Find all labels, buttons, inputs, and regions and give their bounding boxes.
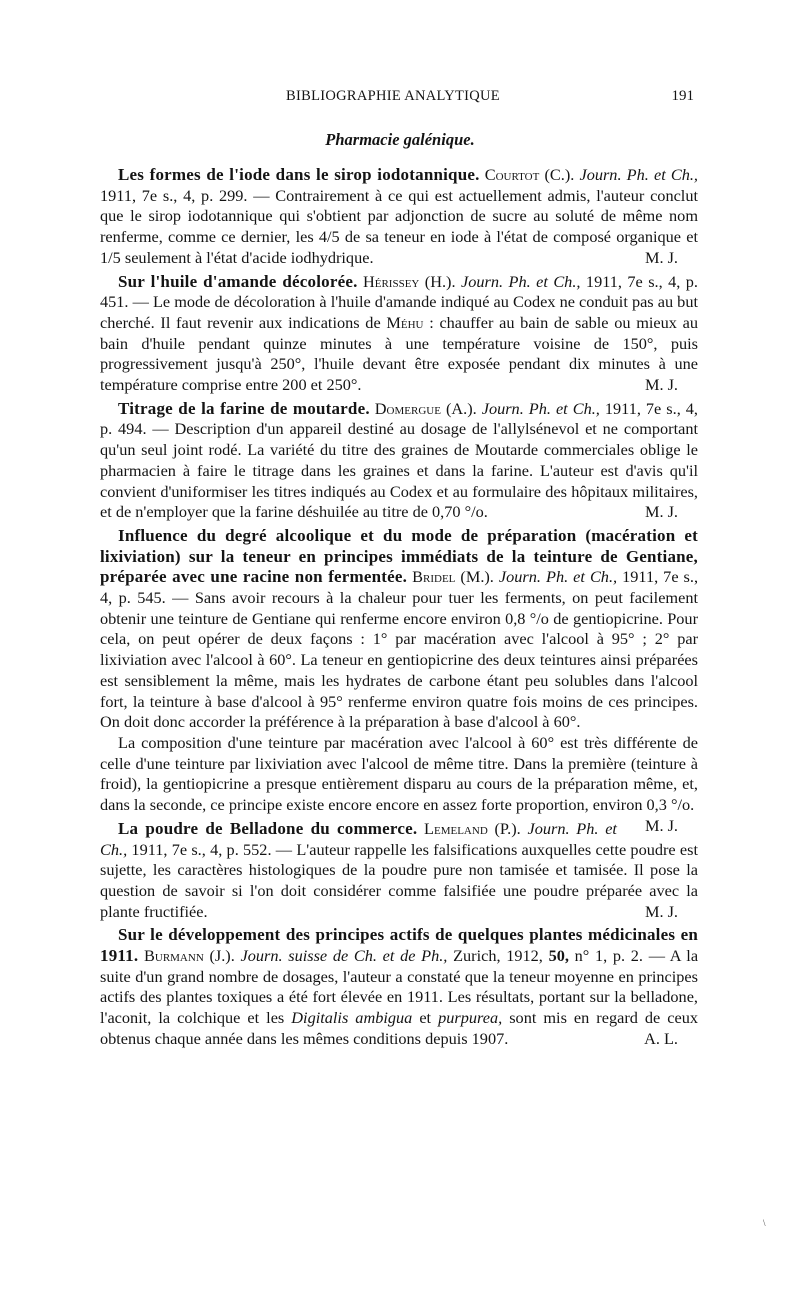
entry-title: Sur l'huile d'amande décolorée.	[118, 271, 358, 291]
entry-body-name: Méhu	[386, 312, 424, 332]
entry-title: Les formes de l'iode dans le sirop iodotannique.	[118, 165, 480, 184]
entry-signature: M. J.	[644, 502, 678, 522]
entry-author: Burmann (J.).	[144, 946, 235, 966]
entry-journal: Journ. Ph. et Ch.,	[498, 567, 618, 587]
entry-title: Titrage de la farine de moutarde.	[118, 398, 370, 418]
entry-paragraph	[100, 819, 698, 923]
entry-journal: Journ. Ph. et Ch.,	[481, 398, 600, 418]
entry-signature: M. J.	[644, 901, 678, 921]
entry-citation: 1911, 7e s., 4, p. 545.	[100, 567, 699, 608]
entry-citation-issue: n° 1, p. 2.	[574, 946, 643, 966]
entry-body: — Le mode de décoloration à l'huile d'amande indiqué au Codex ne conduit pas au but cherché. Il faut revenir aux indications de	[100, 292, 698, 332]
entry-title: La poudre de Belladone du commerce.	[118, 818, 418, 838]
entry-author: Courtot (C.).	[484, 165, 575, 184]
entry-title: Sur le développement des principes actifs de quelques plantes médicinales en 1911.	[100, 925, 698, 966]
entry-signature: M. J.	[644, 815, 678, 835]
entry-journal: Journ. Ph. et Ch.,	[579, 165, 698, 184]
section-title: Pharmacie galénique.	[325, 130, 475, 149]
entry-paragraph	[100, 399, 698, 523]
entry-body-species-2: purpurea,	[438, 1008, 503, 1028]
entry-farine-moutarde	[100, 399, 698, 523]
entry-journal: Journ. suisse de Ch. et de Ph.,	[240, 946, 448, 966]
entry-paragraph	[100, 526, 698, 733]
entry-citation: 1911, 7e s., 4, p. 494.	[100, 398, 698, 439]
entry-huile-amande	[100, 272, 698, 396]
entry-body: — Sans avoir recours à la chaleur pour tuer les ferments, on peut facilement obtenir une teinture de Gentiane qui renferme encore environ 0,8 °/o de gentiopicrine. Pour cela, on peut opérer de deux façons : 1° par macération avec l'alcool à 95° ; 2° par lixiviation avec l'alcool à 60°. La teneur en gentiopicrine des deux teintures ainsi préparées est sensiblement la même, mais les hydrates de carbone étant peu solubles dans l'alcool fort, la teinture à base d'alcool à 95° renferme environ quatre fois moins de ces principes. On doit donc accorder la préférence à la préparation à base d'alcool à 60°.	[100, 588, 698, 732]
page-mark: \	[763, 1218, 766, 1228]
entry-author: Lemeland (P.).	[424, 818, 521, 838]
entry-signature: M. J.	[644, 375, 678, 395]
entry-journal: Journ. Ph. et Ch.,	[461, 271, 581, 291]
entries-list	[100, 165, 698, 1053]
page-header	[100, 88, 698, 112]
entry-citation: 1911, 7e s., 4, p. 299.	[100, 185, 248, 205]
entry-signature: A. L.	[644, 1028, 678, 1048]
entry-author: Hérissey (H.).	[362, 271, 456, 291]
running-head: BIBLIOGRAPHIE ANALYTIQUE	[286, 88, 500, 104]
entry-body: — A la suite d'un grand nombre de dosages, l'auteur a constaté que la teneur moyenne en principes actifs des plantes toxiques a été fort élevée en 1911. Les résultats, portant sur la belladone, l'aconit, la colchique et les	[100, 946, 699, 1028]
entry-body-species-1: Digitalis ambigua	[291, 1008, 413, 1028]
entry-journal: Journ. Ph. et Ch.,	[100, 818, 617, 859]
entry-poudre-belladone	[100, 819, 698, 923]
entry-citation: 1911, 7e s., 4, p. 552.	[131, 839, 272, 859]
entry-citation-volume: 50,	[548, 946, 569, 966]
entry-principes-actifs	[100, 925, 698, 1049]
entry-paragraph	[100, 925, 698, 1049]
page-number: 191	[671, 88, 694, 104]
entry-paragraph	[100, 165, 698, 269]
entry-title: Influence du degré alcoolique et du mode de préparation (macération et lixiviation) sur la teneur en principes immédiats de la teinture de Gentiane, préparée avec une racine non fermentée.	[100, 525, 698, 587]
entry-body: — Description d'un appareil destiné au dosage de l'allylsénevol et ne comportant qu'un seul joint rodé. La variété du titre des graines de Moutarde commerciales oblige le pharmacien à faire le titrage dans les graines et dans la farine. L'auteur est d'avis qu'il convient d'uniformiser les titres indiqués au Codex et au formulaire des hôpitaux militaires, et de n'employer que la farine déshuilée au titre de 0,70 °/o.	[100, 419, 699, 522]
entry-body: — Contrairement à ce qui est actuellement admis, l'auteur conclut que le sirop iodotannique qui s'obtient par adjonction de sucre au soluté de même nom renferme, comme ce dernier, les 4/5 de sa teneur en iode à l'état de composé organique et 1/5 seulement à l'état d'acide iodhydrique.	[100, 185, 698, 267]
entry-body-cont: sont mis en regard de ceux obtenus chaque année dans les mêmes conditions depuis 1907.	[100, 1008, 699, 1048]
entry-iode-sirop	[100, 165, 698, 269]
entry-author: Domergue (A.).	[374, 398, 477, 418]
entry-signature: M. J.	[644, 247, 678, 267]
entry-citation: 1911, 7e s., 4, p. 451.	[100, 271, 699, 312]
entry-body-cont: : chauffer au bain de sable ou mieux au bain d'huile pendant quinze minutes à une température voisine de 150°, puis progressivement jusqu'à 250°, l'huile devant être exposée pendant dix minutes à une température comprise entre 200 et 250°.	[100, 312, 698, 395]
entry-author: Bridel (M.).	[412, 567, 494, 587]
entry-body-conj: et	[419, 1008, 432, 1028]
entry-body: — L'auteur rappelle les falsifications auxquelles cette poudre est sujette, les caractères histologiques de la poudre pure non tamisée et tamisée. Il pose la question de savoir si l'on doit considérer comme falsifiée une poudre préparée avec la plante fructifiée.	[100, 839, 698, 921]
entry-citation: Zurich, 1912,	[453, 946, 543, 966]
entry-body-2: La composition d'une teinture par macération avec l'alcool à 60° est très différente de celle d'une teinture par lixiviation avec l'alcool de même titre. Dans la première (teinture à froid), la gentiopicrine a presque entièrement disparu au cours de la préparation même, et, dans la seconde, ce principe existe encore encore en assez forte proportion, environ 0,3 °/o.	[100, 732, 698, 815]
entry-paragraph	[100, 272, 698, 396]
